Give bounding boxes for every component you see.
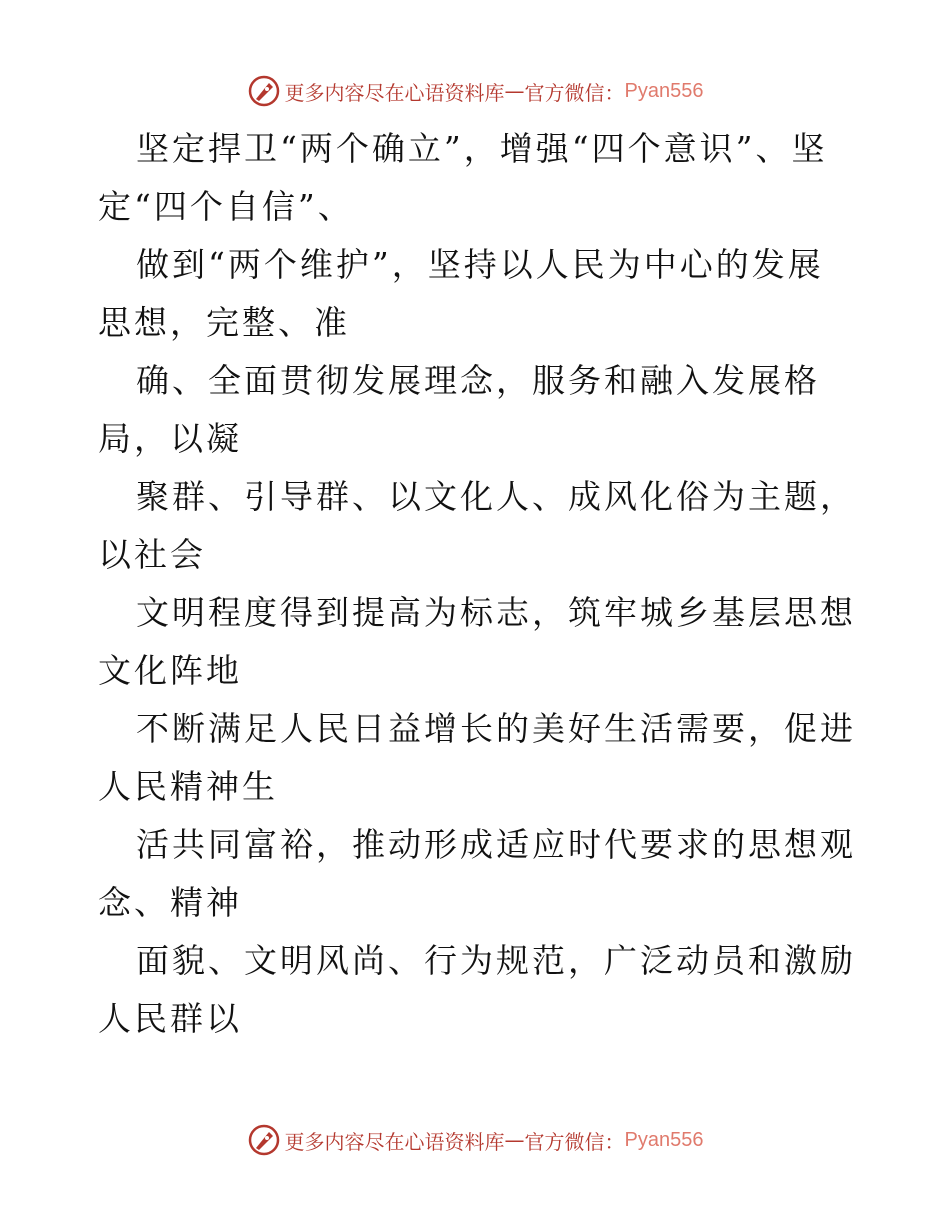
footer-banner [0,1120,950,1160]
footer-brand-text: 更多内容尽在心语资料库 [284,1129,505,1154]
footer-wechat-id: Pyan556 [624,1128,704,1151]
pen-nib-logo-icon [247,1123,281,1157]
paragraph: 不断满足人民日益增长的美好生活需要，促进人民精神生 [98,709,856,806]
paragraph: 确、全面贯彻发展理念，服务和融入发展格局，以凝 [98,361,820,458]
header-wechat-label: 官方微信： [524,80,625,105]
paragraph: 坚定捍卫“两个确立”，增强“四个意识”、坚定“四个自信”、 [98,129,828,226]
paragraph: 做到“两个维护”，坚持以人民为中心的发展思想，完整、准 [98,245,824,342]
paragraph: 文明程度得到提高为标志，筑牢城乡基层思想文化阵地 [98,593,856,690]
footer-separator: — [504,1128,525,1152]
pen-nib-logo-icon [247,74,281,108]
header-wechat-id: Pyan556 [624,79,704,102]
paragraph: 活共同富裕，推动形成适应时代要求的思想观念、精神 [98,825,856,922]
footer-wechat-label: 官方微信： [524,1129,625,1154]
header-banner [0,71,950,111]
paragraph: 聚群、引导群、以文化人、成风化俗为主题，以社会 [98,477,856,574]
paragraph: 面貌、文明风尚、行为规范，广泛动员和激励人民群以 [98,941,856,1038]
header-brand-text: 更多内容尽在心语资料库 [284,80,505,105]
header-separator: — [504,79,525,103]
document-body [98,120,858,1048]
